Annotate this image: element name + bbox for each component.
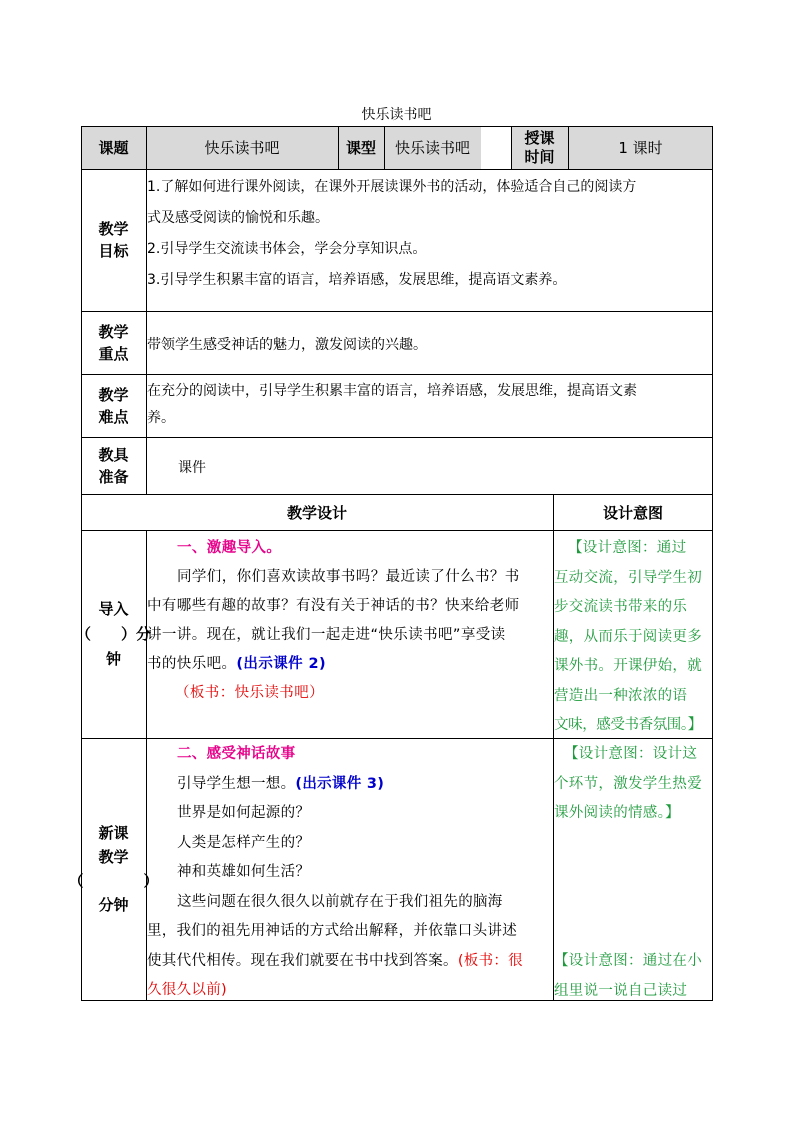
new-lesson-intent: [554, 740, 714, 829]
intent-header: 设计意图: [602, 503, 663, 522]
label-difficulties: [81, 374, 146, 437]
label-new-line3: （ ）: [68, 872, 159, 890]
label-key-points: [81, 311, 146, 374]
courseware-ref-3: (出示课件 3): [295, 775, 385, 792]
difficulty-line: 养。: [147, 410, 175, 426]
label-goals-line2: 目标: [98, 242, 129, 260]
question: 神和英雄如何生活？: [177, 864, 311, 880]
board-note-2-cont: 久很久以前): [147, 982, 227, 998]
label-intro-line1: 导入: [98, 599, 129, 618]
design-header: 教学设计: [286, 503, 347, 522]
intent-line: 互动交流，引导学生初: [554, 569, 702, 586]
label-goals-line1: 教学: [98, 220, 129, 238]
label-hours-line2: 时间: [524, 147, 555, 166]
intro-intent: [554, 534, 714, 741]
label-mat-line2: 准备: [98, 467, 129, 486]
new-lesson-heading: 二、感受神话故事: [177, 746, 296, 762]
goal-line: 1.了解如何进行课外阅读，在课外开展读课外书的活动，体验适合自己的阅读方: [147, 179, 637, 195]
label-intro: [76, 530, 152, 738]
label-new-line1: 新课: [98, 824, 129, 842]
materials-text: 课件: [178, 460, 206, 476]
para-line: 这些问题在很久很久以前就存在于我们祖先的脑海: [177, 893, 503, 910]
hours-value: 1 课时: [618, 139, 663, 157]
label-new-lesson: [68, 738, 159, 1000]
intro-content: [147, 534, 553, 708]
label-intro-line2: （ ）分: [76, 624, 152, 643]
goal-line: 式及感受阅读的愉悦和乐趣。: [147, 210, 329, 226]
label-diff-line2: 难点: [98, 407, 129, 426]
intent-line: 文味，感受书香氛围。】: [554, 717, 702, 733]
guide-text: 引导学生想一想。: [177, 775, 296, 792]
intent-line: 营造出一种浓浓的语: [554, 687, 688, 704]
difficulty-line: 在充分的阅读中，引导学生积累丰富的语言，培养语感，发展思维，提高语文素: [147, 383, 637, 399]
para-line: 里，我们的祖先用神话的方式给出解释，并依靠口头讲述: [147, 923, 517, 939]
rule: [81, 437, 713, 438]
intent-line: 组里说一说自己读过: [554, 982, 688, 999]
board-note-2: (板书：很: [457, 952, 523, 969]
type-value: 快乐读书吧: [394, 139, 470, 157]
courseware-ref: (出示课件 2): [236, 656, 326, 672]
label-type: 课型: [345, 139, 376, 157]
intent-line: 课外书。开课伊始，就: [554, 658, 702, 674]
label-new-line2: 教学: [98, 848, 129, 866]
goals-text: [147, 172, 713, 296]
key-points-text: 带领学生感受神话的魅力，激发阅读的兴趣。: [147, 337, 427, 353]
intent-line: 步交流读书带来的乐: [554, 599, 688, 615]
intent-line: 【设计意图：设计这: [564, 746, 698, 762]
label-topic: 课题: [98, 139, 129, 157]
para-line: 使其代代相传。现在我们就要在书中找到答案。: [147, 952, 458, 969]
para-line-last: [147, 947, 553, 977]
intro-line: 同学们，你们喜欢读故事书吗？最近读了什么书？书: [177, 569, 520, 585]
label-key-line1: 教学: [98, 322, 129, 341]
topic-value: 快乐读书吧: [204, 139, 280, 157]
label-goals: [81, 169, 146, 311]
question: 世界是如何起源的？: [177, 805, 311, 821]
board-note: （板书：快乐读书吧）: [175, 685, 324, 701]
goal-line: 3.引导学生积累丰富的语言，培养语感，发展思维，提高语文素养。: [147, 272, 567, 288]
document-title: 快乐读书吧: [361, 107, 432, 123]
intent-line: 趣，从而乐于阅读更多: [554, 628, 702, 645]
guide-line: [147, 770, 553, 800]
difficulties-text: [147, 378, 713, 432]
intent-line: 课外阅读的情感。】: [554, 805, 680, 821]
question: 人类是怎样产生的？: [177, 834, 311, 851]
new-lesson-intent-2: [554, 947, 714, 1006]
label-diff-line1: 教学: [98, 385, 129, 404]
label-new-line4: 分钟: [98, 896, 129, 914]
intent-line: 【设计意图：通过在小: [554, 953, 702, 969]
intro-line: 中有哪些有趣的故事？有没有关于神话的书？快来给老师: [147, 598, 520, 614]
label-mat-line1: 教具: [98, 445, 129, 464]
label-hours: [511, 126, 568, 169]
intro-line: 书的快乐吧。: [147, 656, 237, 672]
intro-line-last: [147, 650, 553, 679]
rule: [81, 311, 713, 312]
rule: [81, 169, 713, 170]
intent-line: 【设计意图：通过: [568, 540, 687, 556]
label-hours-line1: 授课: [524, 128, 555, 147]
rule: [81, 374, 713, 375]
new-lesson-content: [147, 740, 553, 1006]
label-key-line2: 重点: [98, 344, 129, 363]
intent-line: 个环节，激发学生热爱: [554, 775, 702, 792]
goal-line: 2.引导学生交流读书体会，学会分享知识点。: [147, 241, 427, 257]
intro-heading: 一、激趣导入。: [177, 540, 282, 556]
lesson-plan-table: [68, 126, 713, 1001]
label-intro-line3: 钟: [105, 649, 121, 668]
intro-line: 讲一讲。现在，就让我们一起走进“快乐读书吧”享受读: [147, 627, 506, 643]
rule: [81, 530, 713, 531]
label-materials: [81, 437, 146, 494]
